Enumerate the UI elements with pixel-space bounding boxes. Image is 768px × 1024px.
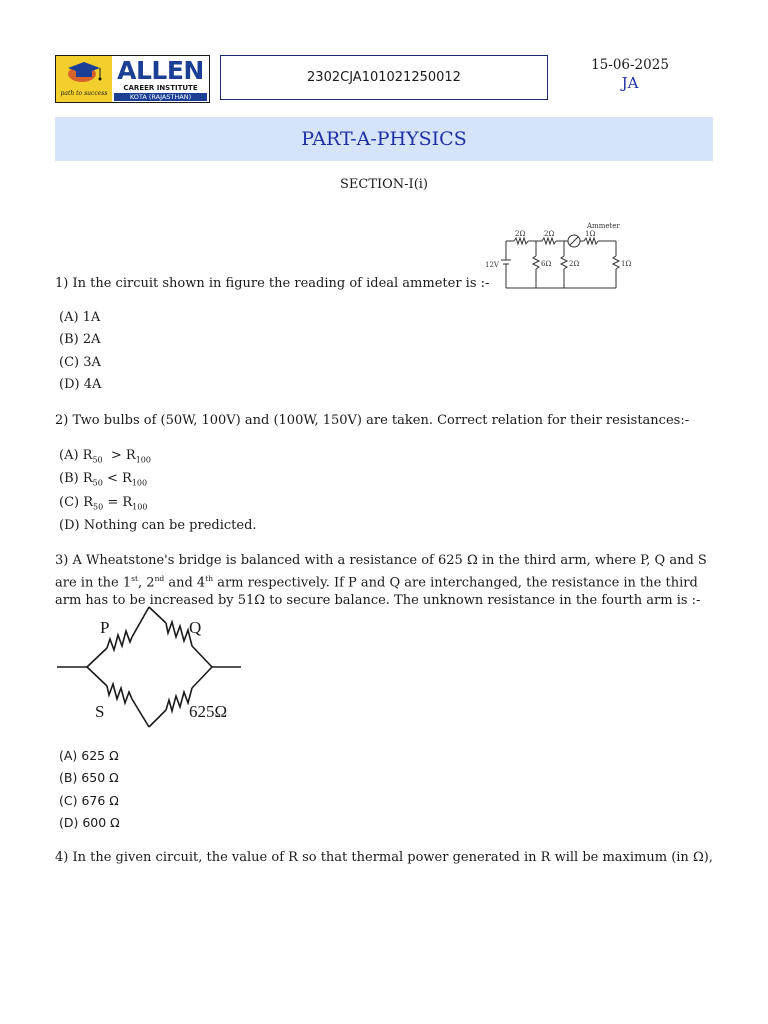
q3-option-a[interactable]: (A) 625 Ω	[59, 748, 119, 763]
q3-label-625: 625Ω	[189, 702, 228, 721]
q1-option-b[interactable]: (B) 2A	[59, 332, 101, 347]
q2-option-a-text: (A) R	[59, 448, 93, 463]
exam-date: 15-06-2025	[591, 57, 669, 73]
q2-option-c[interactable]	[59, 494, 147, 517]
q2-option-a-sub2: 100	[135, 455, 151, 465]
logo-location: KOTA (RAJASTHAN)	[114, 93, 207, 101]
q3-line-2-part-a: are in the 1	[55, 575, 132, 591]
q1-r-label-2: 2Ω	[544, 230, 555, 238]
q2-option-b-rel: < R	[102, 471, 132, 486]
q3-line-3: arm has to be increased by 51Ω to secure balance. The unknown resistance in the fourth arm is :-	[55, 593, 701, 609]
q3-option-d[interactable]: (D) 600 Ω	[59, 815, 120, 830]
q3-option-b[interactable]: (B) 650 Ω	[59, 770, 119, 785]
q2-text: 2) Two bulbs of (50W, 100V) and (100W, 150V) are taken. Correct relation for their resistances:-	[55, 413, 690, 428]
q2-option-b[interactable]	[59, 470, 147, 493]
q2-option-a[interactable]	[59, 447, 151, 470]
q2-option-c-sub1: 50	[93, 502, 104, 512]
q1-option-d[interactable]: (D) 4A	[59, 377, 102, 392]
q1-r-label-4: 6Ω	[541, 260, 552, 268]
q1-option-c[interactable]: (C) 3A	[59, 355, 101, 370]
allen-logo	[55, 55, 210, 103]
q1-ammeter-label: Ammeter	[587, 222, 620, 230]
q3-line-2-part-d: arm respectively. If P and Q are interchanged, the resistance in the third	[213, 575, 698, 591]
q2-option-c-text: (C) R	[59, 495, 94, 510]
q3-line-2	[55, 570, 715, 592]
q2-option-b-text: (B) R	[59, 471, 93, 486]
q2-option-b-sub2: 100	[131, 478, 148, 488]
section-title: SECTION-I(i)	[339, 177, 428, 192]
q3-label-p: P	[100, 618, 110, 637]
q3-sup-1: st	[131, 574, 139, 583]
q2-option-c-sub2: 100	[132, 502, 148, 512]
q4-text: 4) In the given circuit, the value of R so that thermal power generated in R will be maximum (in Ω),	[55, 850, 713, 865]
part-title: PART-A-PHYSICS	[301, 128, 467, 150]
q3-text	[55, 552, 715, 610]
paper-code: JA	[621, 74, 639, 92]
paper-id-box	[220, 55, 548, 100]
paper-id: 2302CJA101021250012	[307, 70, 461, 85]
q3-line-1: 3) A Wheatstone's bridge is balanced with a resistance of 625 Ω in the third arm, where P, Q and S	[55, 553, 707, 568]
q3-label-q: Q	[189, 618, 202, 637]
logo-tagline: path to success	[60, 90, 108, 97]
q2-option-c-rel: = R	[103, 495, 133, 510]
q1-text: 1) In the circuit shown in figure the reading of ideal ammeter is :-	[55, 276, 490, 291]
q1-option-a[interactable]: (A) 1A	[59, 310, 101, 325]
q1-r-label-3: 1Ω	[585, 230, 596, 238]
q3-option-c[interactable]: (C) 676 Ω	[59, 793, 119, 808]
q3-label-s: S	[95, 702, 105, 721]
q1-battery-label: 12V	[485, 261, 499, 269]
q3-line-2-part-b: , 2	[138, 575, 155, 591]
q2-option-b-sub1: 50	[92, 478, 103, 488]
q3-sup-2: nd	[154, 574, 165, 583]
q1-r-label-6: 1Ω	[621, 260, 632, 268]
q3-sup-3: th	[205, 574, 214, 583]
q2-option-d[interactable]: (D) Nothing can be predicted.	[59, 518, 257, 533]
q1-r-label-1: 2Ω	[515, 230, 526, 238]
part-banner	[55, 117, 713, 161]
q1-r-label-5: 2Ω	[569, 260, 580, 268]
q2-option-a-sub1: 50	[92, 455, 103, 465]
logo-subtitle: CAREER INSTITUTE	[123, 84, 198, 92]
logo-brand: ALLEN	[117, 56, 204, 85]
q1-circuit-figure	[484, 218, 634, 294]
q2-option-a-rel: > R	[102, 448, 136, 463]
q3-wheatstone-bridge-figure	[55, 604, 245, 730]
q3-line-2-part-c: and 4	[164, 575, 206, 591]
